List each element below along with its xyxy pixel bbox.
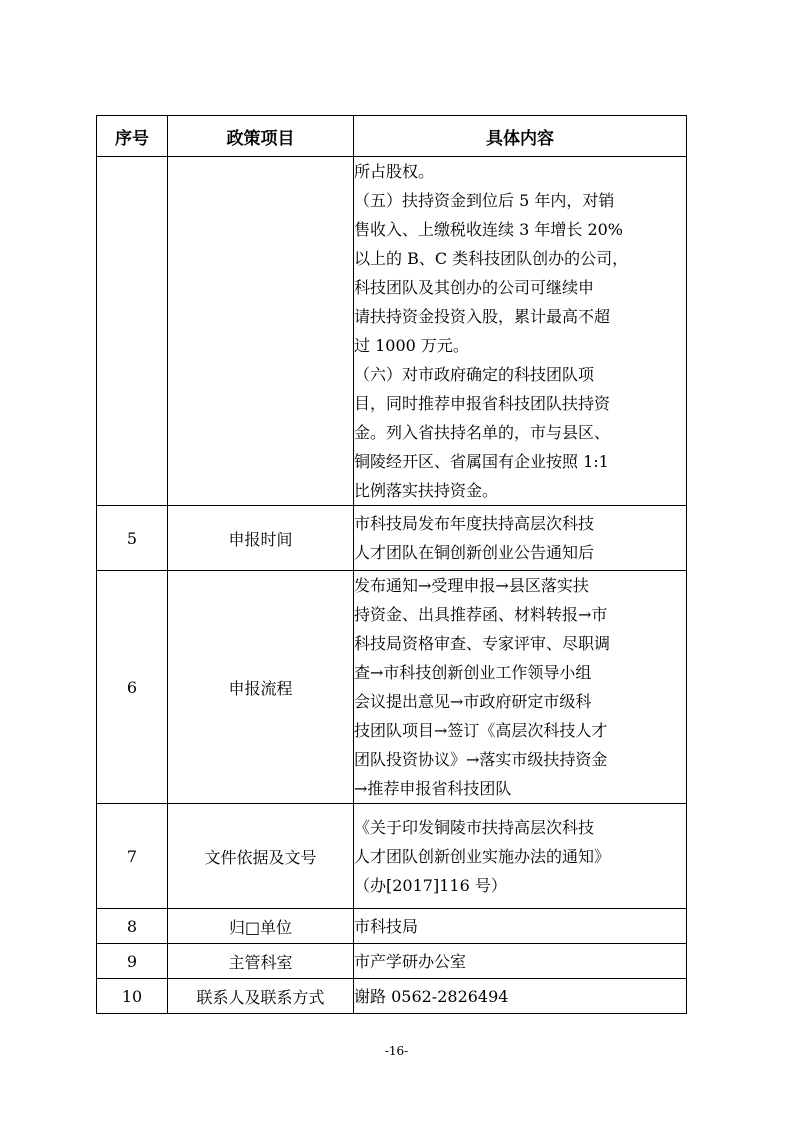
row-number xyxy=(97,157,168,506)
row-item: 联系人及联系方式 xyxy=(168,979,354,1014)
content-line: 技团队项目→签订《高层次科技人才 xyxy=(354,721,608,740)
content-line: 目，同时推荐申报省科技团队扶持资 xyxy=(354,394,611,413)
content-line: 人才团队创新创业实施办法的通知》 xyxy=(354,846,611,866)
row-content xyxy=(354,571,687,804)
policy-table xyxy=(96,115,687,1014)
table-row xyxy=(97,506,687,571)
page-number: -16- xyxy=(384,1044,409,1058)
row-content xyxy=(354,944,687,979)
content-line: （六）对市政府确定的科技团队项 xyxy=(354,365,595,384)
content-line: 市科技局 xyxy=(354,916,419,936)
row-number: 9 xyxy=(97,944,168,979)
row-content xyxy=(354,909,687,944)
table-row xyxy=(97,909,687,944)
row-item: 申报流程 xyxy=(168,571,354,804)
content-line: 查→市科技创新创业工作领导小组 xyxy=(354,663,592,682)
table-row xyxy=(97,804,687,909)
row-item: 申报时间 xyxy=(168,506,354,571)
table-row xyxy=(97,571,687,804)
row-item: 文件依据及文号 xyxy=(168,804,354,909)
content-line: 市产学研办公室 xyxy=(354,951,467,971)
content-line: 过 1000 万元。 xyxy=(354,336,469,355)
table-row xyxy=(97,944,687,979)
content-line: （办[2017]116 号） xyxy=(354,875,507,895)
content-line: 所占股权。 xyxy=(354,162,435,181)
content-line: →推荐申报省科技团队 xyxy=(354,779,512,798)
content-line: 科技团队及其创办的公司可继续申 xyxy=(354,278,595,297)
content-line: 比例落实扶持资金。 xyxy=(354,481,499,500)
table-row xyxy=(97,979,687,1014)
row-number: 5 xyxy=(97,506,168,571)
row-number: 8 xyxy=(97,909,168,944)
content-line: 谢路 0562-2826494 xyxy=(354,986,509,1006)
row-item xyxy=(168,157,354,506)
content-line: 请扶持资金投资入股，累计最高不超 xyxy=(354,307,611,326)
row-item: 主管科室 xyxy=(168,944,354,979)
header-item: 政策项目 xyxy=(168,116,354,157)
content-line: 持资金、出具推荐函、材料转报→市 xyxy=(354,605,608,624)
row-content xyxy=(354,157,687,506)
content-line: 团队投资协议》→落实市级扶持资金 xyxy=(354,750,608,769)
content-line: 以上的 B、C 类科技团队创办的公司， xyxy=(354,249,629,268)
row-content xyxy=(354,979,687,1014)
content-line: 发布通知→受理申报→县区落实扶 xyxy=(354,576,589,595)
table-row-continuation xyxy=(97,157,687,506)
row-content xyxy=(354,506,687,571)
content-line: 铜陵经开区、省属国有企业按照 1:1 xyxy=(354,452,609,471)
content-line: 会议提出意见→市政府研定市级科 xyxy=(354,692,592,711)
content-line: 金。列入省扶持名单的，市与县区、 xyxy=(354,423,611,442)
content-line: 售收入、上缴税收连续 3 年增长 20% xyxy=(354,220,624,239)
row-item: 归□单位 xyxy=(168,909,354,944)
content-line: 科技局资格审查、专家评审、尽职调 xyxy=(354,634,611,653)
content-line: 《关于印发铜陵市扶持高层次科技 xyxy=(354,817,595,837)
content-line: 市科技局发布年度扶持高层次科技 xyxy=(354,514,595,533)
header-number: 序号 xyxy=(97,116,168,157)
row-number: 10 xyxy=(97,979,168,1014)
content-line: （五）扶持资金到位后 5 年内，对销 xyxy=(354,191,615,210)
row-content xyxy=(354,804,687,909)
header-content: 具体内容 xyxy=(354,116,687,157)
row-number: 7 xyxy=(97,804,168,909)
row-number: 6 xyxy=(97,571,168,804)
content-line: 人才团队在铜创新创业公告通知后 xyxy=(354,543,595,562)
table-header-row xyxy=(97,116,687,157)
